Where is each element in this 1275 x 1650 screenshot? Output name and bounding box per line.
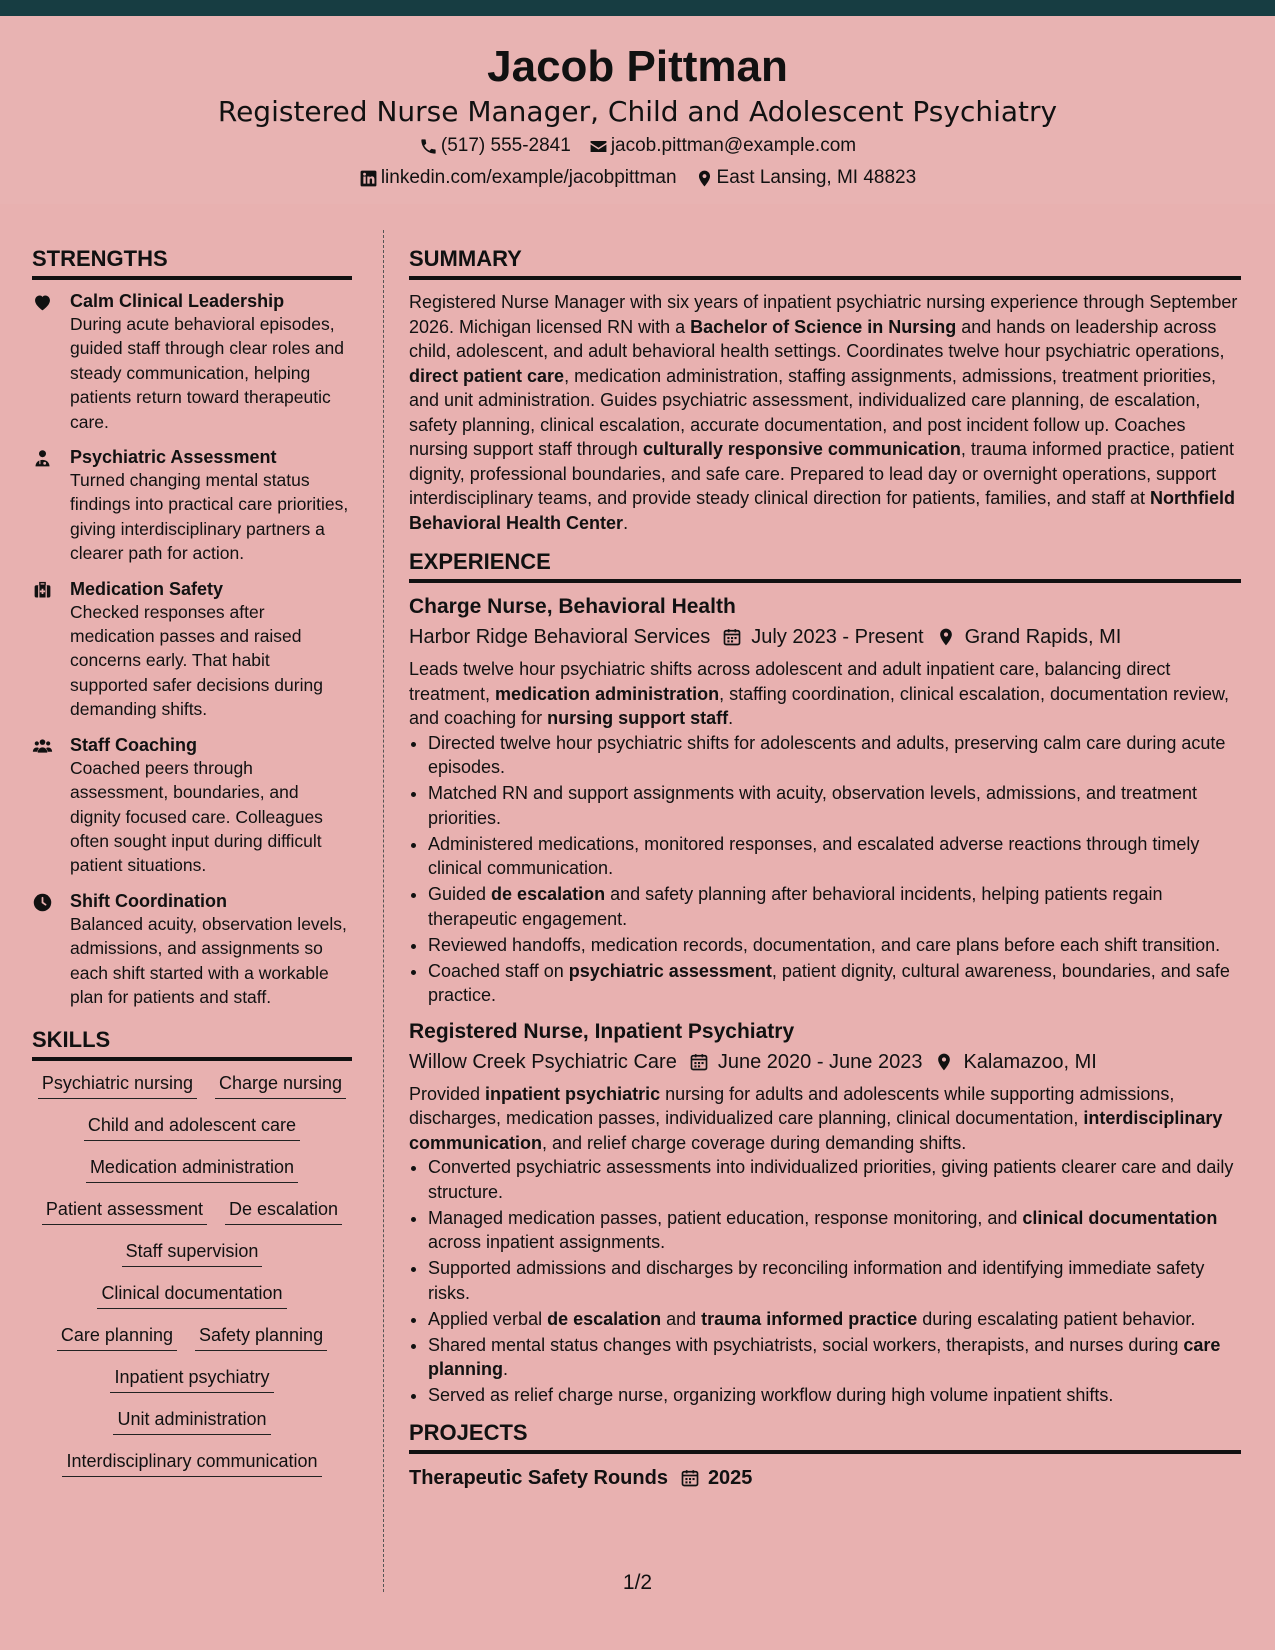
job-description xyxy=(409,1082,1241,1156)
text-run: , medication administration, staffing assignments, admissions, treatment priorities, and unit administration. Guides psychiatric assessment, individualized care planning, de escalation, safety planning, clinical escalation, accurate documentation, and post incident follow up. Coaches nursing support staff through xyxy=(409,365,1217,459)
text-run: during escalating patient behavior. xyxy=(917,1308,1196,1329)
text-run: Applied verbal xyxy=(428,1308,548,1329)
job-bullet xyxy=(428,1256,1241,1305)
text-run: . xyxy=(728,708,734,728)
envelope-icon xyxy=(589,137,608,156)
users-icon xyxy=(32,736,53,757)
job-location: Grand Rapids, MI xyxy=(964,626,1122,648)
job-title: Registered Nurse, Inpatient Psychiatry xyxy=(409,1019,795,1043)
bold-phrase: inpatient psychiatric xyxy=(485,1083,661,1104)
strength-title: Medication Safety xyxy=(70,578,224,599)
skill-tag: Interdisciplinary communication xyxy=(62,1449,321,1477)
contact-row-2 xyxy=(0,166,1275,190)
skill-tag: Staff supervision xyxy=(122,1239,263,1267)
skill-tag: Patient assessment xyxy=(42,1197,207,1225)
strength-icon-wrap xyxy=(32,890,70,1010)
top-accent-bar xyxy=(0,0,1275,16)
job-bullet xyxy=(428,1307,1241,1332)
project-item xyxy=(409,1464,1241,1492)
text-run: Shared mental status changes with psychiatrists, social workers, therapists, and nurses during xyxy=(428,1334,1184,1355)
job-location: Kalamazoo, MI xyxy=(963,1050,1097,1073)
strength-icon-wrap xyxy=(32,578,70,722)
heart-icon xyxy=(32,292,53,313)
summary-text xyxy=(409,290,1241,535)
bold-phrase: de escalation xyxy=(491,884,606,904)
bold-phrase: nursing support staff xyxy=(547,708,729,728)
strength-body xyxy=(70,578,352,722)
job-bullet xyxy=(428,832,1241,881)
skill-tag: Safety planning xyxy=(195,1323,327,1351)
location-text: East Lansing, MI 48823 xyxy=(716,167,917,188)
text-run: Managed medication passes, patient education, response monitoring, and xyxy=(428,1207,1023,1228)
linkedin-contact[interactable] xyxy=(359,166,677,190)
strength-icon-wrap xyxy=(32,734,70,878)
skill-tag: Child and adolescent care xyxy=(84,1113,300,1141)
skill-tag: Medication administration xyxy=(86,1155,298,1183)
strengths-heading: STRENGTHS xyxy=(32,244,352,280)
job-organization: Willow Creek Psychiatric Care xyxy=(409,1050,677,1073)
resume-header xyxy=(0,16,1275,204)
projects-list xyxy=(409,1464,1241,1492)
strength-description: Balanced acuity, observation levels, admissions, and assignments so each shift started with a workable plan for patients and staff. xyxy=(70,913,347,1007)
strength-title: Psychiatric Assessment xyxy=(70,447,277,468)
calendar-icon xyxy=(689,1052,709,1072)
page-number: 1/2 xyxy=(622,1571,653,1594)
text-run: and xyxy=(661,1308,702,1329)
strength-item xyxy=(32,890,352,1010)
strengths-list xyxy=(32,290,352,1009)
strength-item xyxy=(32,446,352,566)
bold-phrase: direct patient care xyxy=(409,365,565,386)
strength-item xyxy=(32,578,352,722)
bold-phrase: care planning xyxy=(428,1334,1221,1379)
text-run: , and relief charge coverage during demanding shifts. xyxy=(542,1132,967,1153)
job-bullet xyxy=(428,781,1241,830)
text-run: and hands on leadership across child, adolescent, and adult behavioral health settings. Coordinates twelve hour psychiatric operations, xyxy=(409,316,1225,361)
strength-description: Coached peers through assessment, boundaries, and dignity focused care. Colleagues often sought input during difficult patient situations. xyxy=(70,757,323,876)
strength-title: Calm Clinical Leadership xyxy=(70,291,285,311)
summary-heading: SUMMARY xyxy=(409,244,1241,280)
strength-icon-wrap xyxy=(32,290,70,434)
location-contact xyxy=(695,166,917,190)
strength-body xyxy=(70,290,352,434)
projects-heading: PROJECTS xyxy=(409,1418,1241,1454)
map-pin-icon xyxy=(936,627,956,647)
job-bullet xyxy=(428,1206,1241,1255)
contact-row-1 xyxy=(0,134,1275,158)
job-description xyxy=(409,657,1241,731)
skill-tag: De escalation xyxy=(225,1197,342,1225)
bold-phrase: clinical documentation xyxy=(1022,1207,1218,1228)
skill-tag: Care planning xyxy=(57,1323,177,1351)
job-bullet xyxy=(428,959,1241,1008)
column-divider xyxy=(383,230,384,1592)
clock-icon xyxy=(32,892,53,913)
strength-description: Turned changing mental status findings into practical care priorities, giving interdisciplinary partners a clearer path for action. xyxy=(70,470,349,564)
text-run: , staffing coordination, clinical escalation, documentation review, and coaching for xyxy=(409,683,1230,728)
text-run: Converted psychiatric assessments into individualized priorities, giving patients clearer care and daily structure. xyxy=(428,1157,1234,1202)
text-run: nursing for adults and adolescents while supporting admissions, discharges, medication passes, individualized care planning, clinical documentation, xyxy=(409,1083,1175,1128)
experience-heading: EXPERIENCE xyxy=(409,547,1241,583)
text-run: Matched RN and support assignments with acuity, observation levels, admissions, and treatment priorities. xyxy=(428,783,1198,828)
skills-heading: SKILLS xyxy=(32,1025,352,1061)
job-bullets xyxy=(409,731,1241,1008)
skill-tag: Unit administration xyxy=(113,1407,270,1435)
skill-tag: Inpatient psychiatry xyxy=(110,1365,273,1393)
strength-body xyxy=(70,734,352,878)
job-bullet xyxy=(428,882,1241,931)
bold-phrase: Bachelor of Science in Nursing xyxy=(690,316,957,337)
strength-icon-wrap xyxy=(32,446,70,566)
job-bullets xyxy=(409,1155,1241,1408)
left-column xyxy=(32,244,352,1477)
medical-kit-icon xyxy=(32,580,53,601)
strength-title: Shift Coordination xyxy=(70,890,227,911)
right-column xyxy=(409,244,1241,1492)
text-run: Leads twelve hour psychiatric shifts across adolescent and adult inpatient care, balancing direct treatment, xyxy=(409,659,1171,704)
job-organization: Harbor Ridge Behavioral Services xyxy=(409,626,711,648)
strength-description: During acute behavioral episodes, guided staff through clear roles and steady communication, helping patients return toward therapeutic care. xyxy=(70,314,345,432)
strength-body xyxy=(70,446,352,566)
phone-contact xyxy=(419,134,571,158)
bold-phrase: Northfield Behavioral Health Center xyxy=(409,488,1236,533)
user-doctor-icon xyxy=(32,448,53,469)
calendar-icon xyxy=(722,627,742,647)
text-run: across inpatient assignments. xyxy=(428,1232,666,1252)
linkedin-icon xyxy=(359,169,378,188)
text-run: and safety planning after behavioral incidents, helping patients regain therapeutic engagement. xyxy=(428,884,1163,929)
candidate-title: Registered Nurse Manager, Child and Adolescent Psychiatry xyxy=(217,95,1058,128)
text-run: Coached staff on xyxy=(428,960,569,981)
strength-body xyxy=(70,890,352,1010)
skills-list xyxy=(32,1071,352,1477)
job-bullet xyxy=(428,731,1241,780)
bold-phrase: psychiatric assessment xyxy=(568,960,772,981)
job-bullet xyxy=(428,1383,1241,1408)
bold-phrase: de escalation xyxy=(547,1308,662,1329)
strength-item xyxy=(32,734,352,878)
text-run: Supported admissions and discharges by reconciling information and identifying immediate safety risks. xyxy=(428,1258,1205,1303)
job-bullet xyxy=(428,933,1241,958)
calendar-icon xyxy=(680,1468,700,1488)
text-run: Provided xyxy=(409,1083,486,1104)
job-title: Charge Nurse, Behavioral Health xyxy=(409,595,736,618)
project-year: 2025 xyxy=(707,1466,753,1489)
skill-tag: Charge nursing xyxy=(215,1071,346,1099)
linkedin-url[interactable]: linkedin.com/example/jacobpittman xyxy=(380,167,677,188)
skill-tag: Psychiatric nursing xyxy=(38,1071,197,1099)
text-run: Served as relief charge nurse, organizing workflow during high volume inpatient shifts. xyxy=(428,1385,1114,1405)
strength-item xyxy=(32,290,352,434)
text-run: , trauma informed practice, patient dignity, professional boundaries, and safe care. Prepared to lead day or overnight operations, support interdisciplinary teams, and provide steady clinical direction for patients, families, and staff at xyxy=(409,439,1235,508)
map-pin-icon xyxy=(934,1052,954,1072)
text-run: Guided xyxy=(428,884,492,904)
skill-tag: Clinical documentation xyxy=(97,1281,286,1309)
job-meta xyxy=(409,1048,1241,1076)
phone-number: (517) 555-2841 xyxy=(440,135,571,156)
experience-list xyxy=(409,593,1241,1408)
bold-phrase: trauma informed practice xyxy=(701,1308,918,1329)
job-meta xyxy=(409,623,1241,651)
job-bullet xyxy=(428,1155,1241,1204)
bold-phrase: culturally responsive communication xyxy=(642,439,961,459)
job-bullet xyxy=(428,1333,1241,1382)
text-run: . xyxy=(503,1359,509,1379)
email-address[interactable]: jacob.pittman@example.com xyxy=(610,135,857,156)
email-contact[interactable] xyxy=(589,134,856,158)
bold-phrase: medication administration xyxy=(495,683,720,704)
text-run: Directed twelve hour psychiatric shifts for adolescents and adults, preserving calm care during acute episodes. xyxy=(428,732,1226,777)
text-run: Administered medications, monitored responses, and escalated adverse reactions through timely clinical communication. xyxy=(428,833,1200,878)
map-pin-icon xyxy=(695,169,714,188)
strength-description: Checked responses after medication passes and raised concerns early. That habit supported safer decisions during demanding shifts. xyxy=(70,601,323,720)
bold-phrase: interdisciplinary communication xyxy=(409,1108,1223,1153)
text-run: . xyxy=(623,512,629,533)
text-run: Reviewed handoffs, medication records, documentation, and care plans before each shift transition. xyxy=(428,934,1221,955)
candidate-name: Jacob Pittman xyxy=(487,42,788,91)
project-title: Therapeutic Safety Rounds xyxy=(409,1466,668,1489)
job-dates: July 2023 - Present xyxy=(751,626,924,648)
strength-title: Staff Coaching xyxy=(70,734,198,755)
job-dates: June 2020 - June 2023 xyxy=(717,1050,923,1073)
text-run: Registered Nurse Manager with six years of inpatient psychiatric nursing experience through September 2026. Michigan licensed RN with a xyxy=(409,292,1238,337)
text-run: , patient dignity, cultural awareness, boundaries, and safe practice. xyxy=(428,960,1230,1005)
phone-icon xyxy=(419,137,438,156)
